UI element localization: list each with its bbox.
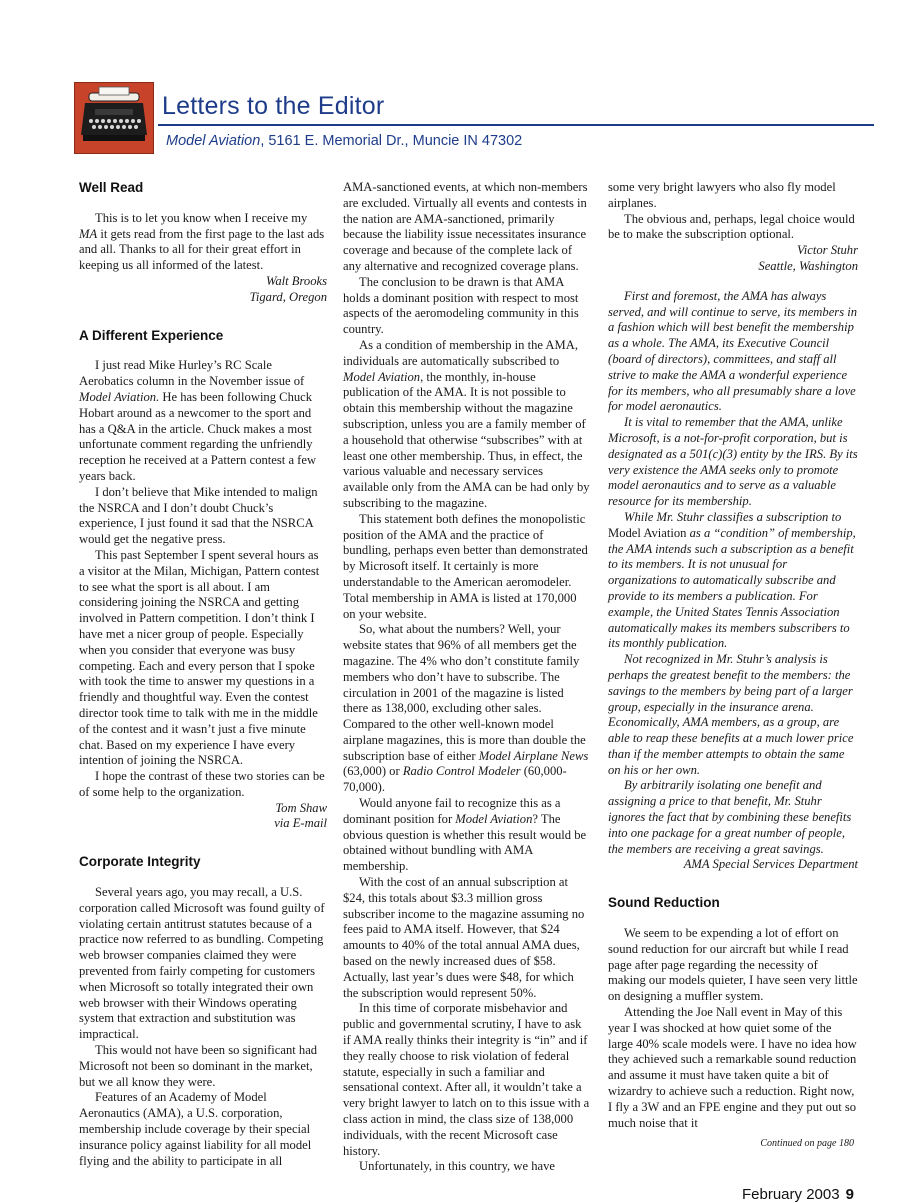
letter-paragraph: I just read Mike Hurley’s RC Scale Aerobatics column in the November issue of Model Aviation. He has been following Chuck Hobart around as a newcomer to the sport and has a Q&A in the article. Chuck makes a most unfortunate comment regarding the unfriendly reception he received at a Pattern contest a few years back. (79, 358, 317, 483)
response-paragraph: While Mr. Stuhr classifies a subscription to Model Aviation as a “condition” of membership, the AMA intends such a subscription as a benefit to its members. It is not unusual for organizations to automatically subscribe and provide to its members a publication. For example, the United States Tennis Association automatically makes its members subscribers to its monthly publication. (608, 509, 856, 651)
letter-paragraph: With the cost of an annual subscription at $24, this totals about $3.3 million gross subscriber income to the magazine assuming no fees paid to AMA itself. However, that $24 amounts to 40% of the total annual AMA dues, based on the newly increased dues of $58. Actually, last year’s dues were $48, for which the subscription would represent 50%. (343, 875, 585, 1000)
continued-note: Continued on page 180 (760, 1138, 854, 1150)
signature-name: Walt Brooks (266, 273, 327, 288)
letter-paragraph: The obvious and, perhaps, legal choice would be to make the subscription optional. (608, 211, 855, 242)
issue-date: February 2003 (742, 1186, 840, 1203)
letter-paragraph: some very bright lawyers who also fly model airplanes. (608, 180, 836, 210)
letter-paragraph: Features of an Academy of Model Aeronautics (AMA), a U.S. corporation, membership include coverage by their special insurance policy against liability for all model flying and the ability to participate in all (79, 1090, 312, 1168)
signature-place: Tigard, Oregon (249, 289, 327, 304)
column-2 (343, 180, 591, 1175)
response-paragraph: Not recognized in Mr. Stuhr’s analysis is perhaps the greatest benefit to the members: the savings to the members by being part of a larger group, especially in the insurance arena. Economically, AMA members, as a group, are able to reap these benefits at a much lower price than if the member attempts to obtain the same on his or her own. (608, 652, 854, 777)
heading-different-experience: A Different Experience (79, 327, 224, 343)
signature-name: Tom Shaw (275, 800, 327, 815)
letter-paragraph: We seem to be expending a lot of effort on sound reduction for our aircraft but while I read page after page regarding the necessity of making our models quieter, I have seen very little on designing a muffler system. (608, 926, 858, 1004)
letter-paragraph: AMA-sanctioned events, at which non-members are excluded. Virtually all events and contests in the nation are AMA-sanctioned, primarily because the liability issue necessitates insurance coverage and because of the complete lack of any alternative and recognized coverage plans. (343, 180, 588, 273)
signature-place: Seattle, Washington (758, 258, 858, 273)
letter-paragraph: Attending the Joe Nall event in May of this year I was shocked at how quiet some of the large 40% scale models were. I have no idea how they achieved such a remarkable sound reduction and assume it must have taken quite a bit of wizardry to achieve such a reduction. Right now, I fly a 3W and an FPE engine and they put out so much noise that it (608, 1005, 857, 1130)
letter-paragraph: I don’t believe that Mike intended to malign the NSRCA and I don’t doubt Chuck’s experience, I just found it sad that the NSRCA would get the negative press. (79, 484, 318, 547)
letter-paragraph: This past September I spent several hours as a visitor at the Milan, Michigan, Pattern contest to see what the sport is all about. I am considering joining the NSRCA and getting involved in Pattern competition. I don’t think I have met a nicer group of people. Especially when you consider that everyone was busy competing. Each and every person that I spoke with took the time to answer my questions in a friendly and thoughtful way. Even the contest director took time to talk with me in the middle of the contest and it wasn’t just a five minute chat. Based on my experience I have every intention of joining the NSRCA. (79, 547, 320, 768)
letter-paragraph: The conclusion to be drawn is that AMA holds a dominant position with respect to most aspects of the aeromodeling community in this country. (343, 274, 579, 337)
address-text: , 5161 E. Memorial Dr., Muncie IN 47302 (260, 133, 523, 149)
section-header (74, 78, 874, 153)
signature-name: Victor Stuhr (797, 243, 858, 258)
response-paragraph: By arbitrarily isolating one benefit and assigning a price to that benefit, Mr. Stuhr ignores the fact that by combining these benefits into one package for a great number of people, the members are receiving a great savings. (608, 778, 852, 856)
magazine-address (166, 133, 522, 149)
magazine-name: Model Aviation (166, 133, 261, 149)
letter-paragraph: In this time of corporate misbehavior and public and governmental scrutiny, I have to ask if AMA really thinks their integrity is “in” and if they really choose to risk violation of federal statute, especially in such a familiar and sensational context. After all, it wouldn’t take a very bright lawyer to latch on to this issue with a class action in mind, the class size of 138,000 individuals, with the recent Microsoft case history. (343, 1001, 590, 1158)
response-signature: AMA Special Services Department (683, 857, 858, 872)
letter-paragraph: This would not have been so significant had Microsoft not been so dominant in the market, but we all know they were. (79, 1043, 318, 1089)
page-number: 9 (845, 1186, 854, 1203)
typewriter-icon (74, 82, 154, 154)
page-footer (742, 1186, 854, 1203)
heading-corporate-integrity: Corporate Integrity (79, 854, 201, 870)
letter-paragraph: Unfortunately, in this country, we have (359, 1159, 555, 1174)
letter-paragraph: As a condition of membership in the AMA, individuals are automatically subscribed to Model Aviation, the monthly, in-house publication of the AMA. It is not possible to obtain this membership without the magazine subscription, unless you are a family member of a household that otherwise “subscribes” with at least one other membership. Thus, in effect, the various valuable and necessary services available only from the AMA can be had only by subscribing to the magazine. (343, 337, 590, 510)
spacer (608, 275, 858, 289)
header-divider (158, 124, 874, 126)
column-1 (79, 180, 327, 1169)
letter-paragraph: So, what about the numbers? Well, your website states that 96% of all members get the magazine. The 4% who don’t constitute family members who don’t have to subscribe. The circulation in 2001 of the magazine is listed there as 138,000, excluding other sales. Compared to the other well-known model airplane magazines, this is more than double the subscription base of either Model Airplane News (63,000) or Radio Control Modeler (60,000-70,000). (343, 622, 589, 795)
response-paragraph: It is vital to remember that the AMA, unlike Microsoft, is a not-for-profit corporation, but is designated as a 501(c)(3) entity by the IRS. By its very existence the AMA seeks only to promote model aeronautics and to serve as a valuable resource for its membership. (608, 415, 858, 509)
page-title: Letters to the Editor (162, 92, 385, 120)
editorial-response (608, 289, 858, 873)
letter-paragraph: This statement both defines the monopolistic position of the AMA and the practice of bundling, perhaps even better than demonstrated by Microsoft itself. It certainly is more understandable to the American aeromodeler. Total membership in AMA is listed at 170,000 on your website. (343, 511, 588, 621)
letter-paragraph: Several years ago, you may recall, a U.S. corporation called Microsoft was found guilty of violating certain antitrust statutes because of a practice now referred to as bundling. Competing web browser companies claimed they were prevented from fairly competing for customers when Microsoft so totally integrated their own web browser with their Windows operating system that extraction and substitution was impractical. (79, 885, 325, 1042)
heading-well-read: Well Read (79, 180, 144, 195)
letter-paragraph: I hope the contrast of these two stories can be of some help to the organization. (79, 769, 325, 799)
signature-place: via E-mail (274, 816, 327, 831)
letter-paragraph: This is to let you know when I receive my MA it gets read from the first page to the last ads and all. Thanks to all for their great effort in keeping us all informed of the latest. (79, 210, 325, 273)
heading-sound-reduction: Sound Reduction (608, 895, 720, 911)
letter-paragraph: Would anyone fail to recognize this as a dominant position for Model Aviation? The obvious question is whether this result would be obtained without bundling with AMA membership. (343, 796, 587, 874)
column-3 (608, 180, 858, 1152)
response-paragraph: First and foremost, the AMA has always served, and will continue to serve, its members in a fashion which will best benefit the membership as a whole. The AMA, its Executive Council (board of directors), committees, and staff all strive to make the AMA a wonderful experience for its members, who all presumably share a love for model aeronautics. (608, 288, 858, 414)
